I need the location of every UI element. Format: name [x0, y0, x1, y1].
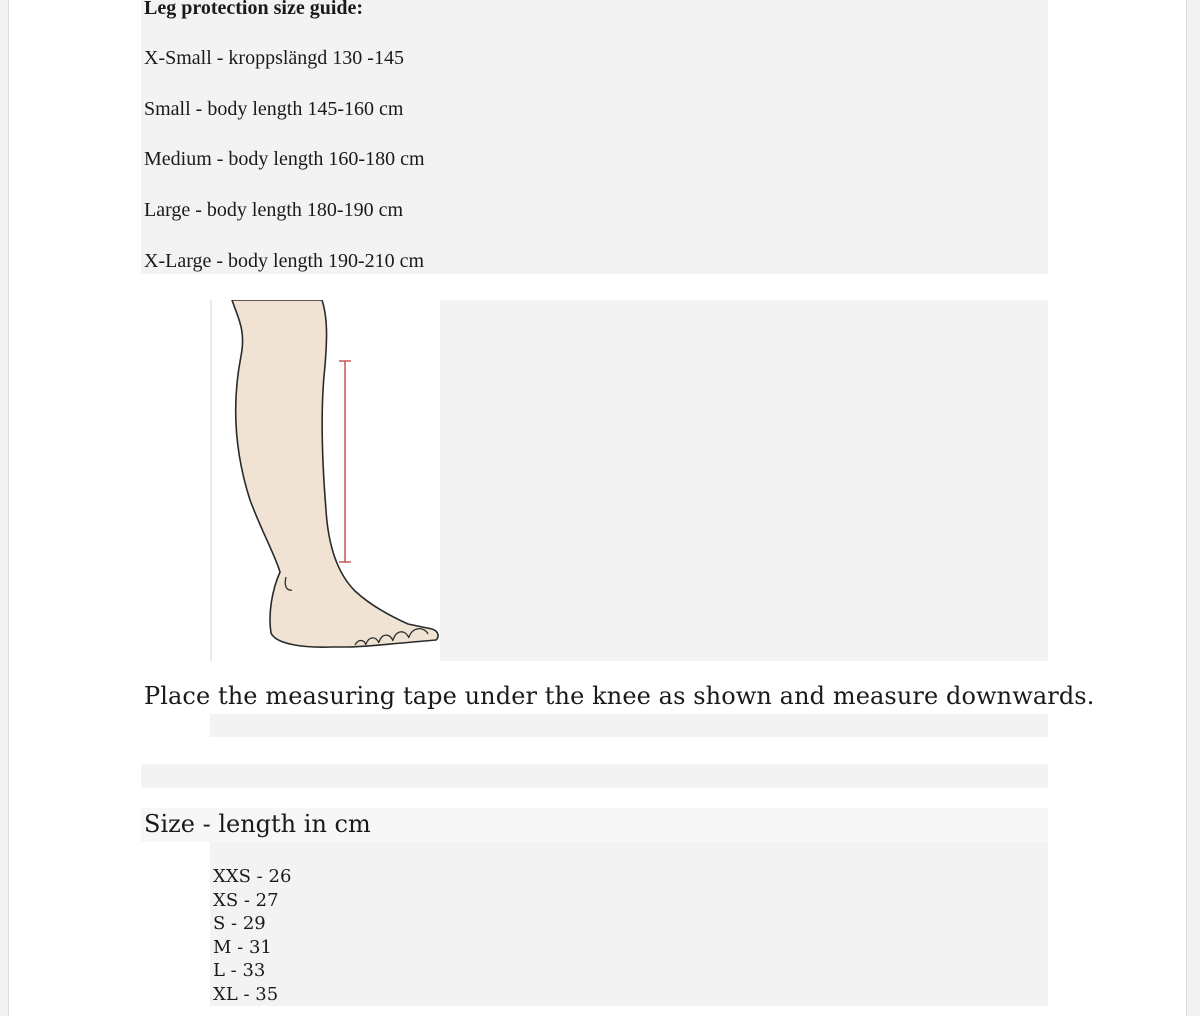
- size-guide-line-xlarge: X-Large - body length 190-210 cm: [144, 250, 425, 272]
- size-guide-line-small: Small - body length 145-160 cm: [144, 98, 404, 120]
- size-item-s: S - 29: [213, 913, 266, 935]
- measuring-caption: Place the measuring tape under the knee as shown and measure downwards.: [144, 682, 1095, 710]
- size-guide-line-xsmall: X-Small - kroppslängd 130 -145: [144, 47, 404, 69]
- blank-spacer-panel: [141, 764, 1048, 788]
- leg-measurement-icon: [212, 300, 440, 661]
- size-item-xxs: XXS - 26: [213, 866, 292, 887]
- caption-background-panel: [210, 714, 1048, 737]
- measuring-tape: [339, 361, 351, 562]
- size-list: [213, 865, 291, 1007]
- size-item-xl: XL - 35: [213, 983, 279, 1005]
- size-guide-title: Leg protection size guide:: [144, 0, 364, 19]
- size-item-m: M - 31: [213, 936, 272, 958]
- leg-illustration: [210, 300, 440, 661]
- document-page: [8, 0, 1187, 1016]
- size-item-xs: XS - 27: [213, 889, 279, 911]
- size-guide-line-large: Large - body length 180-190 cm: [144, 199, 404, 221]
- size-item-l: L - 33: [213, 960, 266, 982]
- size-guide-line-medium: Medium - body length 160-180 cm: [144, 148, 425, 170]
- size-table-heading: Size - length in cm: [144, 810, 371, 838]
- image-background-panel: [438, 300, 1048, 661]
- leg-shape: [232, 300, 438, 647]
- size-guide-panel: [141, 0, 1048, 274]
- size-list-panel: [210, 842, 1048, 1006]
